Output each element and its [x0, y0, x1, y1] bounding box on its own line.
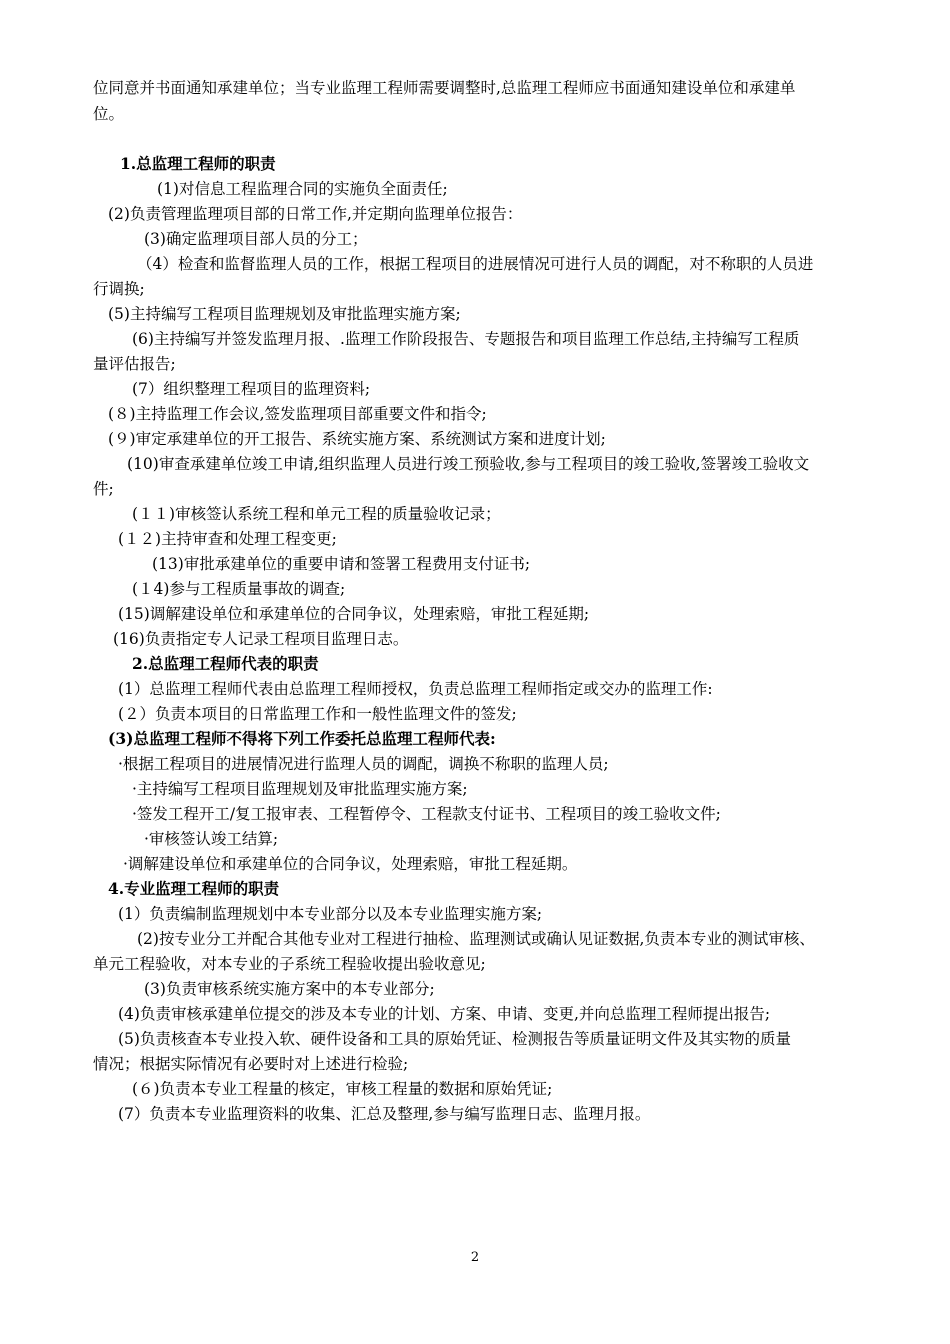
section-heading: 1.总监理工程师的职责: [120, 154, 276, 173]
bullet-line: ·审核签认竣工结算;: [144, 830, 279, 848]
text-line: (１１)审核签认系统工程和单元工程的质量验收记录；: [132, 505, 501, 523]
text-line: (１２)主持审查和处理工程变更;: [118, 530, 337, 548]
text-line: 件;: [93, 480, 114, 498]
section-heading: (3)总监理工程师不得将下列工作委托总监理工程师代表:: [108, 729, 496, 748]
text-line: (１4)参与工程质量事故的调查;: [132, 580, 346, 598]
bullet-line: ·签发工程开工/复工报审表、工程暂停令、工程款支付证书、工程项目的竣工验收文件;: [132, 805, 721, 823]
section-heading: 2.总监理工程师代表的职责: [132, 654, 319, 673]
text-line: (6)主持编写并签发监理月报、.监理工作阶段报告、专题报告和项目监理工作总结,主持编写工程质: [132, 330, 800, 348]
text-line: (3)确定监理项目部人员的分工；: [144, 230, 368, 248]
text-line: (4)负责审核承建单位提交的涉及本专业的计划、方案、申请、变更,并向总监理工程师提出报告;: [118, 1005, 771, 1023]
section-heading: 4.专业监理工程师的职责: [108, 879, 280, 898]
text-line: (15)调解建设单位和承建单位的合同争议，处理索赔，审批工程延期;: [118, 605, 590, 623]
text-line: (10)审查承建单位竣工申请,组织监理人员进行竣工预验收,参与工程项目的竣工验收,签署竣工验收文: [127, 455, 810, 473]
text-line: (1）负责编制监理规划中本专业部分以及本专业监理实施方案;: [118, 905, 543, 923]
text-line: (7）组织整理工程项目的监理资料;: [132, 380, 371, 398]
text-line: （4）检查和监督监理人员的工作，根据工程项目的进展情况可进行人员的调配，对不称职的人员进: [137, 255, 814, 273]
bullet-line: ·调解建设单位和承建单位的合同争议，处理索赔，审批工程延期。: [123, 855, 578, 873]
text-line: 位同意并书面通知承建单位；当专业监理工程师需要调整时,总监理工程师应书面通知建设单位和承建单: [93, 79, 796, 97]
text-line: (６)负责本专业工程量的核定，审核工程量的数据和原始凭证;: [132, 1080, 553, 1098]
text-line: (5)负责核查本专业投入软、硬件设备和工具的原始凭证、检测报告等质量证明文件及其实物的质量: [118, 1030, 791, 1048]
text-line: 位。: [93, 105, 125, 123]
text-line: (7）负责本专业监理资料的收集、汇总及整理,参与编写监理日志、监理月报。: [118, 1105, 651, 1123]
text-line: (２）负责本项目的日常监理工作和一般性监理文件的签发;: [118, 705, 517, 723]
text-line: (1)对信息工程监理合同的实施负全面责任;: [157, 180, 448, 198]
text-line: (13)审批承建单位的重要申请和签署工程费用支付证书;: [152, 555, 531, 573]
text-line: (1）总监理工程师代表由总监理工程师授权，负责总监理工程师指定或交办的监理工作:: [118, 680, 713, 698]
text-line: (８)主持监理工作会议,签发监理项目部重要文件和指令;: [108, 405, 487, 423]
bullet-line: ·主持编写工程项目监理规划及审批监理实施方案;: [132, 780, 468, 798]
text-line: (16)负责指定专人记录工程项目监理日志。: [113, 630, 409, 648]
text-line: (3)负责审核系统实施方案中的本专业部分;: [144, 980, 435, 998]
text-line: (5)主持编写工程项目监理规划及审批监理实施方案;: [108, 305, 461, 323]
page-number: 2: [470, 1250, 480, 1265]
text-line: (2)按专业分工并配合其他专业对工程进行抽检、监理测试或确认见证数据,负责本专业的测试审核、: [137, 930, 815, 948]
text-line: 量评估报告;: [93, 355, 176, 373]
text-line: (2)负责管理监理项目部的日常工作,并定期向监理单位报告：: [108, 205, 523, 223]
bullet-line: ·根据工程项目的进展情况进行监理人员的调配，调换不称职的监理人员;: [118, 755, 609, 773]
text-line: 情况；根据实际情况有必要时对上述进行检验;: [93, 1055, 409, 1073]
text-line: 单元工程验收，对本专业的子系统工程验收提出验收意见;: [93, 955, 486, 973]
text-line: 行调换;: [93, 280, 145, 298]
text-line: (９)审定承建单位的开工报告、系统实施方案、系统测试方案和进度计划;: [108, 430, 606, 448]
